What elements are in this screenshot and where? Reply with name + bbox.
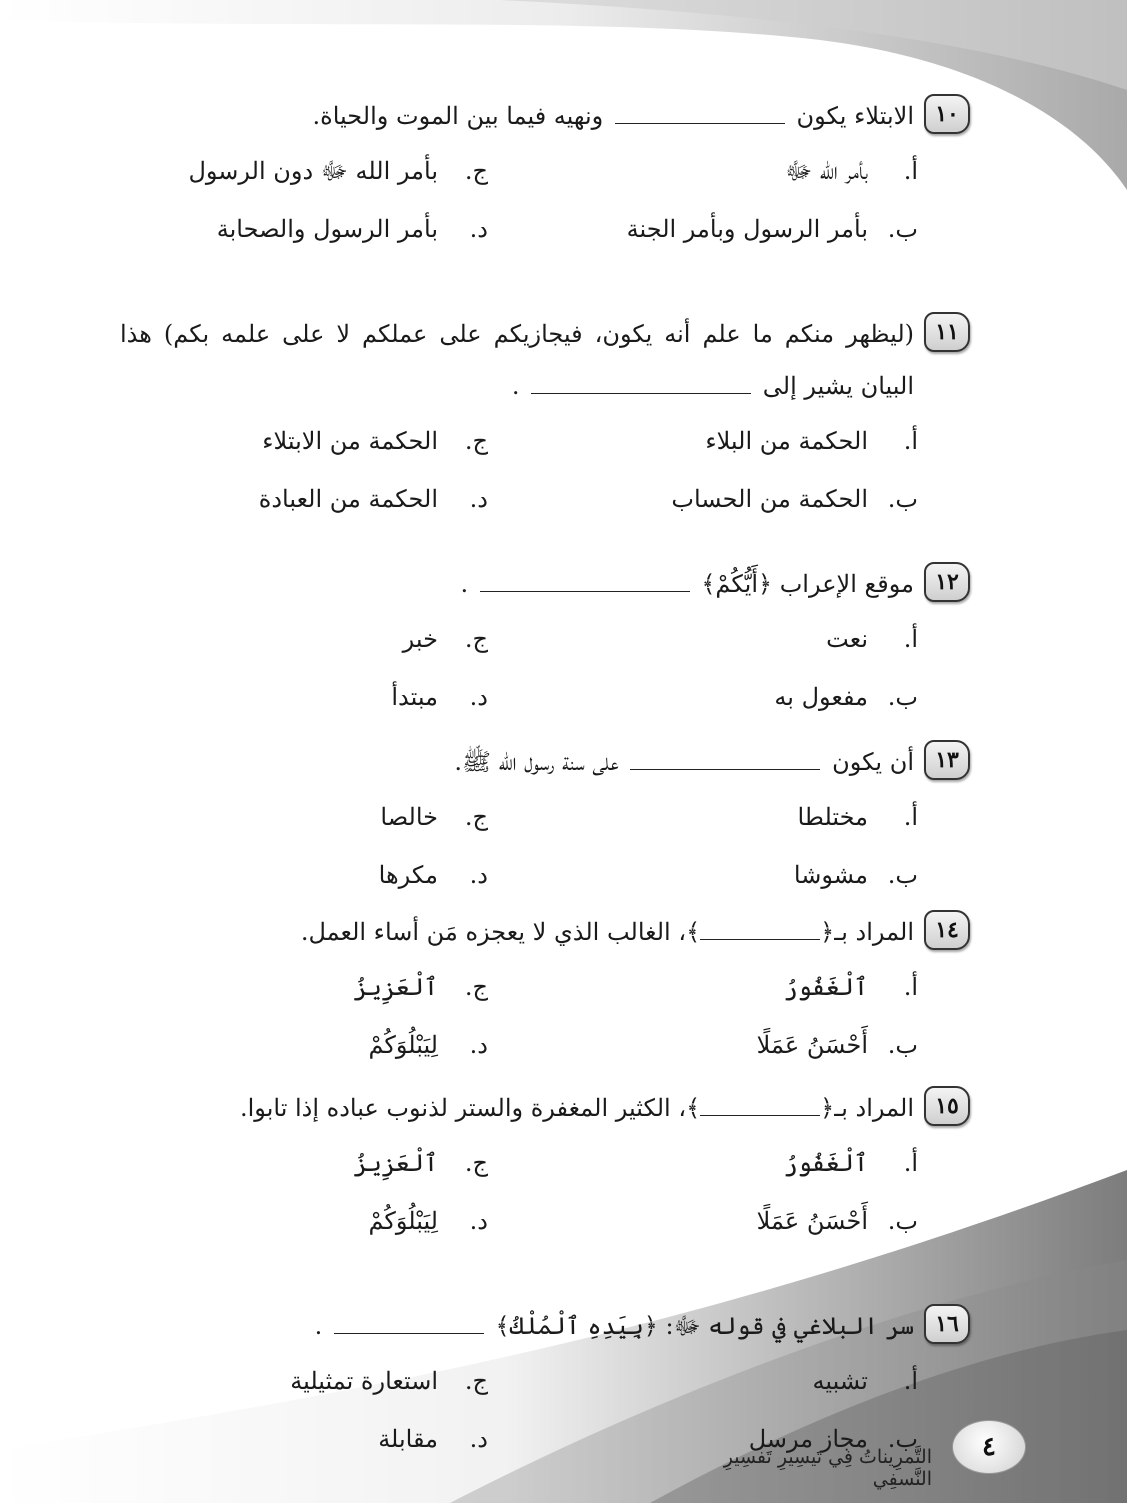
- question-stem: المراد بـ﴿﴾، الكثير المغفرة والستر لذنوب عباده إذا تابوا.: [120, 1082, 914, 1134]
- option-d[interactable]: د. الحكمة من العبادة: [258, 485, 488, 513]
- options-grid: [120, 958, 970, 1074]
- option-d[interactable]: د. مكرها: [378, 861, 488, 889]
- option-a[interactable]: أ. الحكمة من البلاء: [705, 427, 918, 455]
- book-title: التَّمرِيناتُ فِي تَيسِيرِ تَفسِيرِ النَّسفِي: [723, 1446, 932, 1490]
- option-c[interactable]: ج. خبر: [402, 625, 488, 653]
- question-10: [120, 90, 970, 308]
- options-grid: [120, 610, 970, 726]
- question-stem: الابتلاء يكون ونهيه فيما بين الموت والحياة.: [120, 90, 914, 142]
- option-b[interactable]: ب. مشوشا: [793, 861, 918, 889]
- option-b[interactable]: ب. بأمر الرسول وبأمر الجنة: [626, 215, 918, 243]
- question-number-badge: ١١: [924, 312, 970, 352]
- question-11: [120, 308, 970, 558]
- answer-blank[interactable]: [480, 565, 690, 592]
- option-c[interactable]: ج. الحكمة من الابتلاء: [262, 427, 488, 455]
- question-stem: المراد بـ﴿﴾، الغالب الذي لا يعجزه مَن أساء العمل.: [120, 906, 914, 958]
- question-number-badge: ١٠: [924, 94, 970, 134]
- question-number-badge: ١٢: [924, 562, 970, 602]
- options-grid: [120, 1134, 970, 1250]
- options-grid: [120, 142, 970, 258]
- option-d[interactable]: د. لِيَبْلُوَكُمْ: [368, 1031, 488, 1059]
- option-d[interactable]: د. لِيَبْلُوَكُمْ: [368, 1207, 488, 1235]
- question-13: [120, 736, 970, 906]
- option-d[interactable]: د. بأمر الرسول والصحابة: [216, 215, 488, 243]
- option-c[interactable]: ج. بأمر الله ﷻ دون الرسول: [188, 157, 488, 185]
- option-a[interactable]: أ. تشبيه: [812, 1367, 918, 1395]
- option-a[interactable]: أ. ٱلْغَفُورُ: [783, 973, 918, 1001]
- question-stem: (ليظهر منكم ما علم أنه يكون، فيجازيكم على عملكم لا على علمه بكم) هذا البيان يشير إلى .: [120, 320, 914, 400]
- options-grid: [120, 412, 970, 528]
- option-c[interactable]: ج. خالصا: [380, 803, 488, 831]
- answer-blank[interactable]: [700, 1089, 820, 1116]
- answer-blank[interactable]: [334, 1307, 484, 1334]
- exercise-page: [120, 90, 970, 1476]
- option-a[interactable]: أ. ٱلْغَفُورُ: [783, 1149, 918, 1177]
- option-b[interactable]: ب. الحكمة من الحساب: [671, 485, 918, 513]
- option-b[interactable]: ب. أَحْسَنُ عَمَلًا: [756, 1031, 918, 1059]
- option-d[interactable]: د. مبتدأ: [391, 683, 488, 711]
- question-12: [120, 558, 970, 736]
- option-a[interactable]: أ. مختلطا: [797, 803, 918, 831]
- option-b[interactable]: ب. أَحْسَنُ عَمَلًا: [756, 1207, 918, 1235]
- option-c[interactable]: ج. استعارة تمثيلية: [290, 1367, 488, 1395]
- question-number-badge: ١٤: [924, 910, 970, 950]
- answer-blank[interactable]: [630, 743, 820, 770]
- question-number-badge: ١٦: [924, 1304, 970, 1344]
- option-b[interactable]: ب. مفعول به: [774, 683, 918, 711]
- answer-blank[interactable]: [700, 913, 820, 940]
- option-c[interactable]: ج. ٱلْعَزِيزُ: [353, 973, 488, 1001]
- question-number-badge: ١٣: [924, 740, 970, 780]
- answer-blank[interactable]: [531, 367, 751, 394]
- question-stem: أن يكون على سنة رسول الله ﷺ.: [120, 736, 914, 788]
- option-c[interactable]: ج. ٱلْعَزِيزُ: [353, 1149, 488, 1177]
- question-15: [120, 1082, 970, 1300]
- option-a[interactable]: أ. بأمر الله ﷻ: [785, 157, 918, 185]
- answer-blank[interactable]: [615, 97, 785, 124]
- question-stem: موقع الإعراب ﴿أَيُّكُمْ﴾ .: [120, 558, 914, 610]
- question-14: [120, 906, 970, 1082]
- option-d[interactable]: د. مقابلة: [378, 1425, 488, 1453]
- question-stem: سر البلاغي في قوله ﷻ: ﴿بِيَدِهِ ٱلْمُلْكُ﴾ .: [120, 1300, 914, 1352]
- option-a[interactable]: أ. نعت: [826, 625, 918, 653]
- page-number: ٤: [952, 1420, 1026, 1474]
- question-number-badge: ١٥: [924, 1086, 970, 1126]
- option-b[interactable]: ب. مجاز مرسل: [748, 1425, 918, 1453]
- options-grid: [120, 788, 970, 904]
